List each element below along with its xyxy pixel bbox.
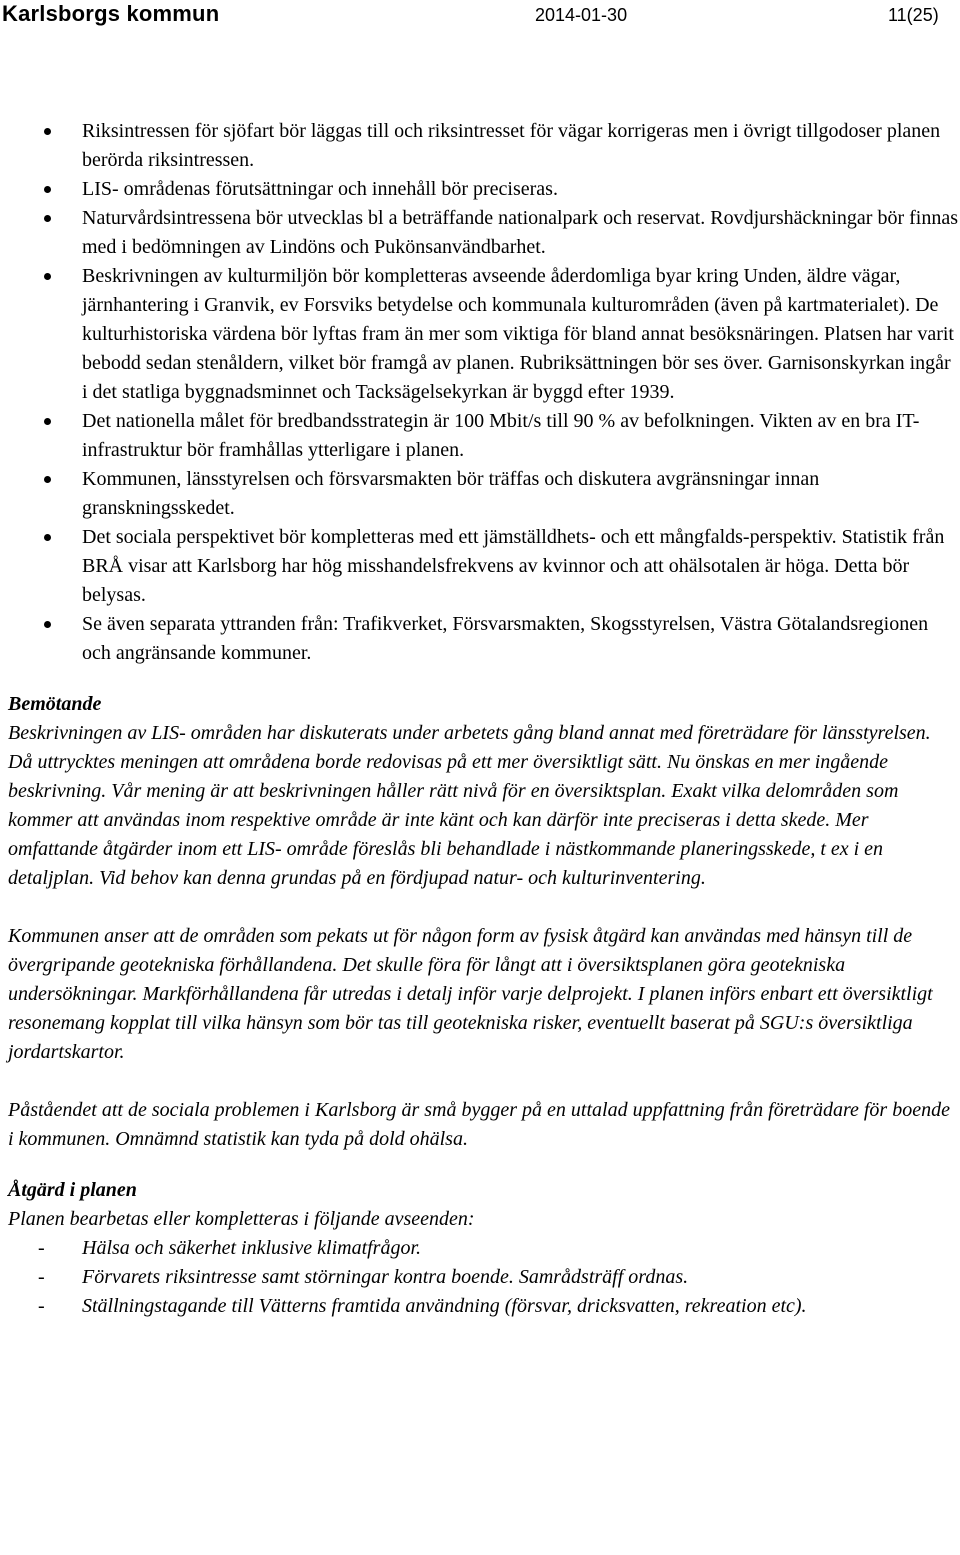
- dash-marker: -: [38, 1237, 45, 1259]
- bullet-icon: [44, 476, 51, 483]
- bullet-icon: [44, 534, 51, 541]
- page-number: 11(25): [888, 5, 939, 25]
- list-item: Det sociala perspektivet bör kompletteras med ett jämställdhets- och ett mångfalds-perspektiv. Statistik från BRÅ visar att Karlsborg har hög misshandelsfrekvens av kvinnor och att ohälsotalen är höga. Detta bör belysas.: [8, 523, 960, 610]
- bemotande-section: [8, 690, 960, 1154]
- atgard-list: [8, 1234, 960, 1321]
- dash-marker: -: [38, 1295, 45, 1317]
- bullet-icon: [44, 186, 51, 193]
- municipality-logo: Karlsborgs kommun: [2, 1, 220, 26]
- document-body: [8, 117, 960, 1321]
- list-item: Det nationella målet för bredbandsstrategin är 100 Mbit/s till 90 % av befolkningen. Vikten av en bra IT-infrastruktur bör framhållas ytterligare i planen.: [8, 407, 960, 465]
- list-item: Se även separata yttranden från: Trafikverket, Försvarsmakten, Skogsstyrelsen, Västra Götalandsregionen och angränsande kommuner.: [8, 610, 960, 668]
- atgard-heading: Åtgärd i planen: [8, 1179, 137, 1201]
- list-item: Naturvårdsintressena bör utvecklas bl a beträffande nationalpark och reservat. Rovdjurshäckningar bör finnas med i bedömningen av Lindöns och Pukönsanvändbarhet.: [8, 204, 960, 262]
- list-item: Riksintressen för sjöfart bör läggas till och riksintresset för vägar korrigeras men i övrigt tillgodoser planen berörda riksintressen.: [8, 117, 960, 175]
- bullet-icon: [44, 215, 51, 222]
- atgard-section: [8, 1176, 960, 1321]
- document-date: 2014-01-30: [535, 5, 628, 25]
- bemotande-heading: Bemötande: [8, 693, 102, 715]
- bemotande-paragraph: Påståendet att de sociala problemen i Karlsborg är små bygger på en uttalad uppfattning från företrädare för boende i kommunen. Omnämnd statistik kan tyda på dold ohälsa.: [8, 1099, 950, 1150]
- page-header: [0, 0, 960, 30]
- list-item: - Hälsa och säkerhet inklusive klimatfrågor.: [8, 1234, 960, 1263]
- bullet-icon: [44, 621, 51, 628]
- list-item: Beskrivningen av kulturmiljön bör kompletteras avseende åderdomliga byar kring Unden, äldre vägar, järnhantering i Granvik, ev Forsviks betydelse och kommunala kulturområden (även på kartmaterialet). De kulturhistoriska värdena bör lyftas fram än mer som viktiga för bland annat besöksnäringen. Platsen har varit bebodd sedan stenåldern, vilket bör framgå av planen. Rubriksättningen bör ses över. Garnisonskyrkan ingår i det statliga byggnadsminnet och Tacksägelsekyrkan är byggd efter 1939.: [8, 262, 960, 407]
- list-item: LIS- områdenas förutsättningar och innehåll bör preciseras.: [8, 175, 960, 204]
- atgard-intro: Planen bearbetas eller kompletteras i följande avseenden:: [8, 1208, 475, 1230]
- dash-marker: -: [38, 1266, 45, 1288]
- bemotande-paragraph: Kommunen anser att de områden som pekats ut för någon form av fysisk åtgärd kan användas med hänsyn till de övergripande geotekniska förhållandena. Det skulle föra för långt att i översiktsplanen göra geotekniska undersökningar. Markförhållandena får utredas i detalj inför varje delprojekt. I planen införs enbart ett översiktligt resonemang kopplat till vilka hänsyn som bör tas till geotekniska risker, eventuellt baserat på SGU:s översiktliga jordartskartor.: [8, 925, 933, 1063]
- bullet-icon: [44, 128, 51, 135]
- bullet-icon: [44, 273, 51, 280]
- comment-bullet-list: [8, 117, 960, 668]
- list-item: - Förvarets riksintresse samt störningar kontra boende. Samrådsträff ordnas.: [8, 1263, 960, 1292]
- bullet-icon: [44, 418, 51, 425]
- list-item: - Ställningstagande till Vätterns framtida användning (försvar, dricksvatten, rekreation etc).: [8, 1292, 960, 1321]
- bemotande-paragraph: Beskrivningen av LIS- områden har diskuterats under arbetets gång bland annat med företrädare för länsstyrelsen. Då uttrycktes meningen att områdena borde redovisas på ett mer översiktligt sätt. Nu önskas en mer ingående beskrivning. Vår mening är att beskrivningen håller rätt nivå för en översiktsplan. Exakt vilka delområden som kommer att användas inom respektive område är inte känt och kan därför inte preciseras i detta skede. Mer omfattande åtgärder inom ett LIS- område föreslås bli behandlade i nästkommande planeringsskede, t ex i en detaljplan. Vid behov kan denna grundas på en fördjupad natur- och kulturinventering.: [8, 722, 931, 889]
- list-item: Kommunen, länsstyrelsen och försvarsmakten bör träffas och diskutera avgränsningar innan granskningsskedet.: [8, 465, 960, 523]
